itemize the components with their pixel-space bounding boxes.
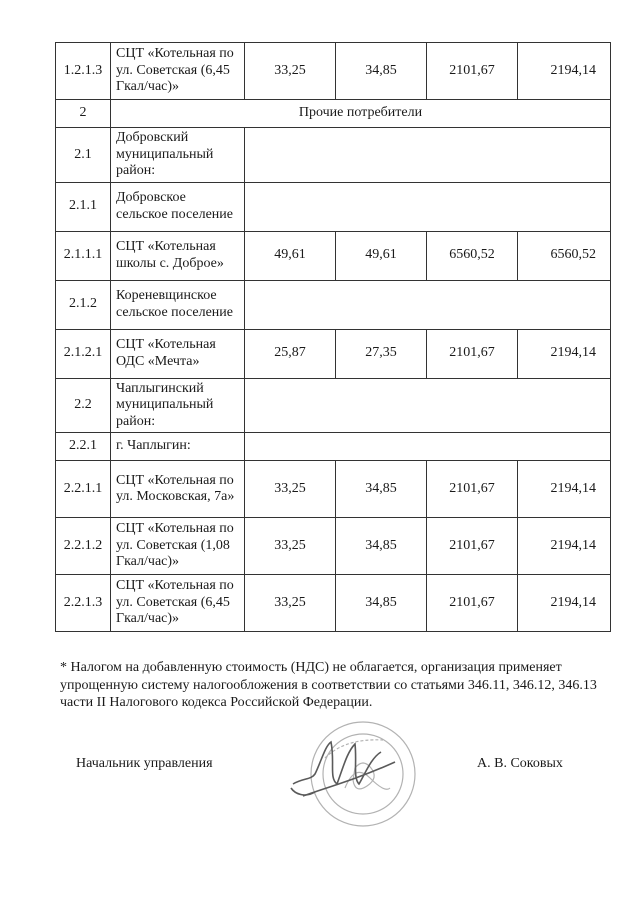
tariff-value-2: 49,61 — [336, 231, 427, 280]
tariff-value-1: 33,25 — [245, 461, 336, 518]
handwritten-signature — [291, 742, 395, 796]
table-row — [56, 329, 611, 378]
row-number: 2.1.1.1 — [56, 231, 111, 280]
tariff-value-2: 34,85 — [336, 575, 427, 632]
tariff-value-2: 34,85 — [336, 518, 427, 575]
signature-position: Начальник управления — [76, 756, 213, 771]
row-number: 2.1.2.1 — [56, 329, 111, 378]
tariff-value-2: 27,35 — [336, 329, 427, 378]
row-name: Добровское сельское поселение — [111, 182, 245, 231]
signature-name: А. В. Соковых — [477, 756, 563, 771]
tariff-value-4: 2194,14 — [518, 329, 611, 378]
row-name: СЦТ «Котельная по ул. Советская (1,08 Гкал/час)» — [111, 518, 245, 575]
tariff-value-1: 33,25 — [245, 518, 336, 575]
row-number: 2.2.1.1 — [56, 461, 111, 518]
empty-cell — [245, 182, 611, 231]
row-name: СЦТ «Котельная по ул. Московская, 7а» — [111, 461, 245, 518]
row-number: 1.2.1.3 — [56, 43, 111, 100]
row-name: СЦТ «Котельная по ул. Советская (6,45 Гкал/час)» — [111, 43, 245, 100]
table-row — [56, 433, 611, 461]
row-name: СЦТ «Котельная школы с. Доброе» — [111, 231, 245, 280]
table-row — [56, 231, 611, 280]
row-name: г. Чаплыгин: — [111, 433, 245, 461]
row-number: 2.1 — [56, 128, 111, 183]
tariff-value-4: 2194,14 — [518, 43, 611, 100]
tariff-value-4: 2194,14 — [518, 461, 611, 518]
table-row — [56, 280, 611, 329]
tariff-value-3: 6560,52 — [427, 231, 518, 280]
tariff-value-3: 2101,67 — [427, 461, 518, 518]
row-number: 2.2.1 — [56, 433, 111, 461]
footnote: * Налогом на добавленную стоимость (НДС) не облагается, организация применяет упрощенную систему налогообложения в соответствии со статьями 346.11, 346.12, 346.13 части II Налогового кодекса Российской Федерации. — [60, 660, 597, 710]
table-row — [56, 575, 611, 632]
tariff-value-4: 2194,14 — [518, 575, 611, 632]
section-title: Прочие потребители — [111, 100, 611, 128]
tariff-table-body — [56, 43, 611, 632]
table-row — [56, 43, 611, 100]
tariff-value-2: 34,85 — [336, 461, 427, 518]
tariff-value-2: 34,85 — [336, 43, 427, 100]
row-number: 2.2 — [56, 378, 111, 433]
tariff-value-1: 33,25 — [245, 43, 336, 100]
row-number: 2.2.1.2 — [56, 518, 111, 575]
table-row — [56, 518, 611, 575]
row-name: СЦТ «Котельная ОДС «Мечта» — [111, 329, 245, 378]
empty-cell — [245, 128, 611, 183]
table-row — [56, 378, 611, 433]
tariff-value-4: 2194,14 — [518, 518, 611, 575]
row-name: Кореневщинское сельское поселение — [111, 280, 245, 329]
tariff-table — [55, 42, 611, 632]
table-row — [56, 128, 611, 183]
tariff-value-1: 25,87 — [245, 329, 336, 378]
row-name: Добровский муниципальный район: — [111, 128, 245, 183]
tariff-value-3: 2101,67 — [427, 518, 518, 575]
tariff-value-3: 2101,67 — [427, 329, 518, 378]
empty-cell — [245, 378, 611, 433]
tariff-value-3: 2101,67 — [427, 575, 518, 632]
empty-cell — [245, 280, 611, 329]
table-row — [56, 461, 611, 518]
table-row — [56, 182, 611, 231]
official-stamp-icon — [285, 718, 425, 830]
row-name: Чаплыгинский муниципальный район: — [111, 378, 245, 433]
row-number: 2.2.1.3 — [56, 575, 111, 632]
row-name: СЦТ «Котельная по ул. Советская (6,45 Гкал/час)» — [111, 575, 245, 632]
row-number: 2.1.2 — [56, 280, 111, 329]
row-number: 2 — [56, 100, 111, 128]
tariff-value-4: 6560,52 — [518, 231, 611, 280]
table-row — [56, 100, 611, 128]
tariff-value-1: 33,25 — [245, 575, 336, 632]
tariff-value-1: 49,61 — [245, 231, 336, 280]
empty-cell — [245, 433, 611, 461]
tariff-value-3: 2101,67 — [427, 43, 518, 100]
row-number: 2.1.1 — [56, 182, 111, 231]
